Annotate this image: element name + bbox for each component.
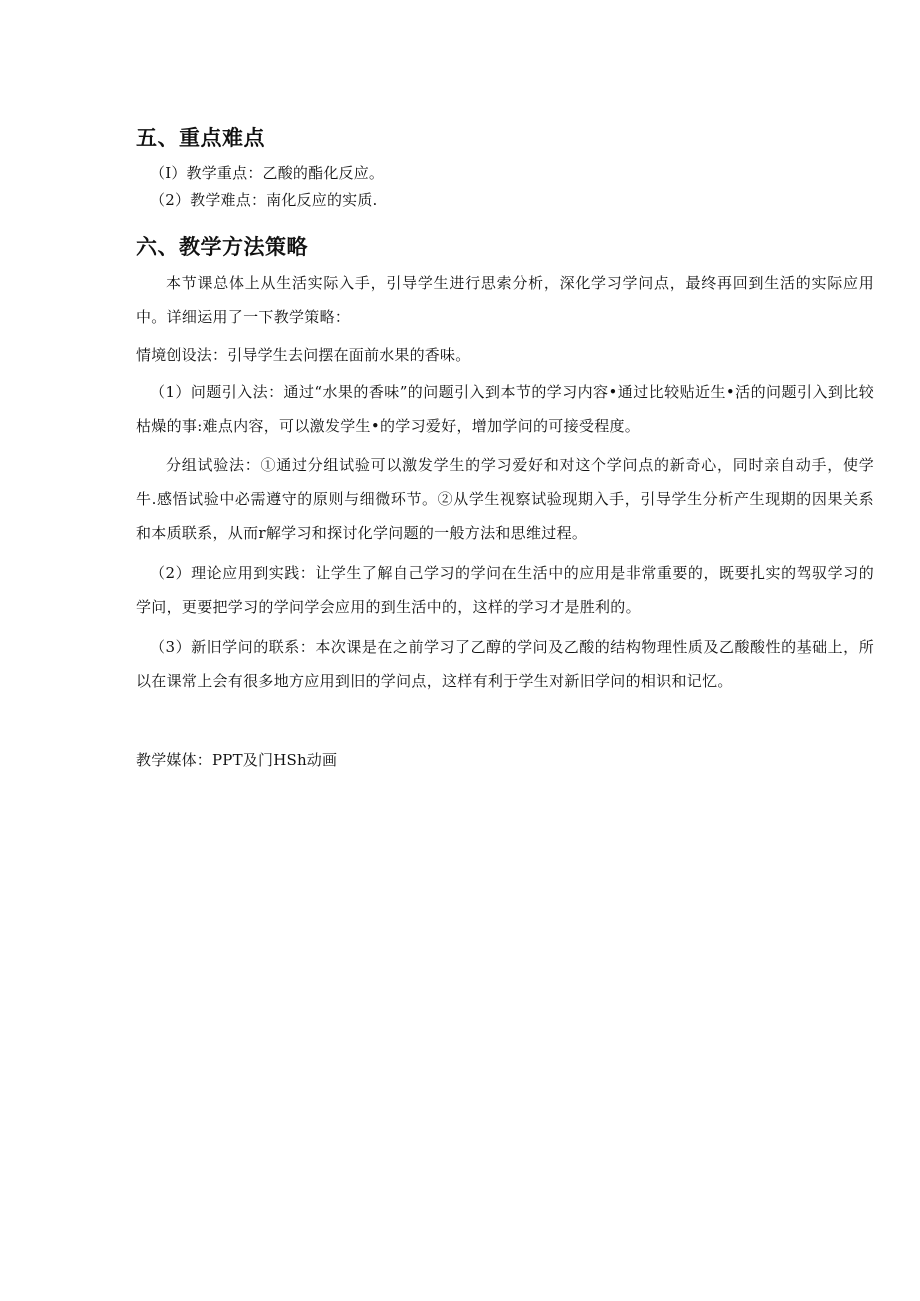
old-new-knowledge-paragraph: （3）新旧学问的联系：本次课是在之前学习了乙醇的学问及乙酸的结构物理性质及乙酸酸性的基础上，所以在课常上会有很多地方应用到旧的学问点，这样有利于学生对新旧学问的相识和记忆。 [136,638,874,690]
question-method-paragraph: （1）问题引入法：通过“水果的香味”的问题引入到本节的学习内容•通过比较贴近生•活的问题引入到比较枯燥的事:难点内容，可以激发学生•的学习爱好，增加学问的可接受程度。 [136,383,874,435]
section-six-heading: 六、教学方法策略 [136,235,308,259]
strategy-intro-paragraph: 本节课总体上从生活实际入手，引导学生进行思索分析，深化学习学问点，最终再回到生活的实际应用中。详细运用了一下教学策略： [136,274,874,326]
theory-practice-paragraph: （2）理论应用到实践：让学生了解自己学习的学问在生活中的应用是非常重要的，既要扎实的驾驭学习的学问，更要把学习的学问学会应用的到生活中的，这样的学习才是胜利的。 [136,564,874,616]
section-five-heading: 五、重点难点 [136,126,265,150]
group-experiment-paragraph: 分组试验法：①通过分组试验可以激发学生的学习爱好和对这个学问点的新奇心，同时亲自动手，使学牛.感悟试验中必需遵守的原则与细微环节。②从学生视察试验现期入手，引导学生分析产生现期的因果关系和本质联系，从而r解学习和探讨化学问题的一般方法和思维过程。 [136,456,874,542]
teaching-media-line: 教学媒体：PPT及门HSh动画 [136,751,338,769]
situation-method-line: 情境创设法：引导学生去问摆在面前水果的香味。 [136,346,471,364]
teaching-difficulty-item: （2）教学难点：南化反应的实质. [150,191,378,209]
teaching-focus-item: （I）教学重点：乙酸的酯化反应。 [150,164,385,182]
